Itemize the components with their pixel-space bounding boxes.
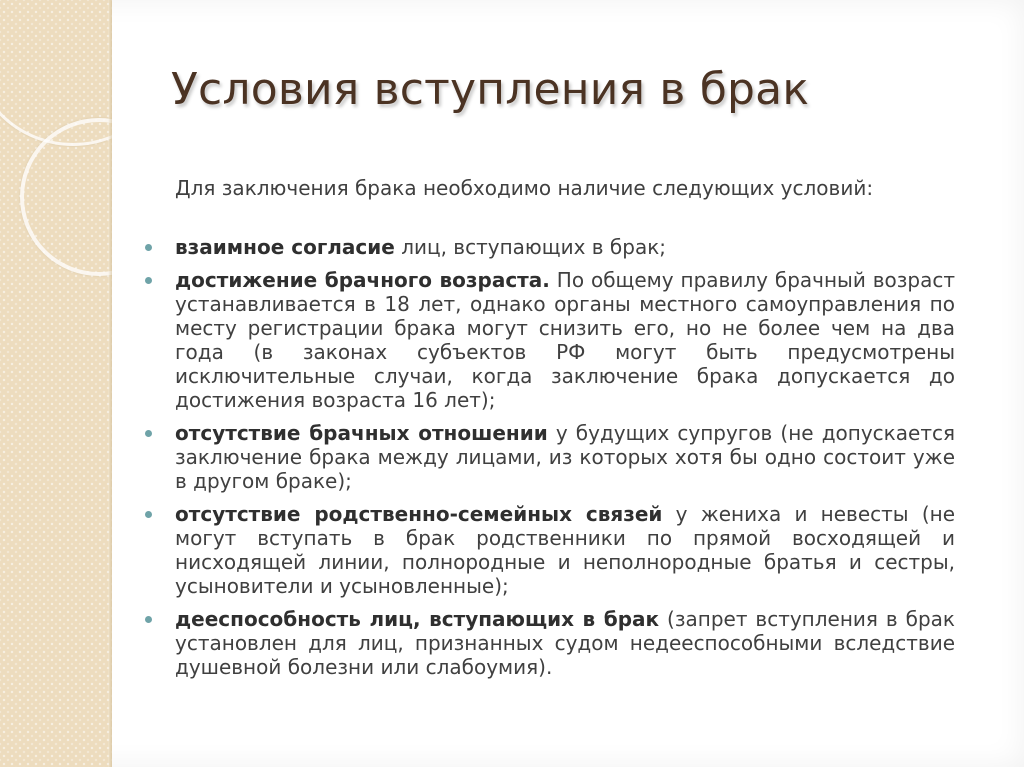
conditions-list <box>175 235 955 679</box>
list-item-bold: отсутствие родственно-семейных связей <box>175 502 663 526</box>
list-item <box>175 421 955 493</box>
list-item-bold: взаимное согласие <box>175 235 395 259</box>
bullet-dot-icon <box>145 430 152 437</box>
list-item-text: лиц, вступающих в брак; <box>394 235 667 259</box>
bullet-dot-icon <box>145 244 152 251</box>
decorative-ring-middle <box>20 118 112 276</box>
list-item <box>175 268 955 412</box>
bullet-dot-icon <box>145 511 152 518</box>
list-item-bold: дееспособность лиц, вступающих в брак <box>175 607 660 631</box>
list-item-text: По общему правилу брачный возраст устанавливается в 18 лет, однако органы местного самоуправления по месту регистрации брака могут снизить его, но не более чем на два года (в законах субъектов РФ могут быть предусмотрены исключительные случаи, когда заключение брака допускается до достижения возраста 16 лет); <box>175 268 955 412</box>
list-item-bold: отсутствие брачных отношении <box>175 421 548 445</box>
list-item-text: (запрет вступления в брак установлен для лиц, признанных судом недееспособными вследствие душевной болезни или слабоумия). <box>175 607 955 679</box>
decorative-side-strip <box>0 0 112 767</box>
side-strip-edge <box>108 0 112 767</box>
list-item-text: у жениха и невесты (не могут вступать в брак родственники по прямой восходящей и нисходящей линии, полнородные и неполнородные братья и сестры, усыновители и усыновленные); <box>175 502 956 598</box>
bullet-dot-icon <box>145 277 152 284</box>
list-item <box>175 235 955 259</box>
list-item-bold: достижение брачного возраста. <box>175 268 550 292</box>
intro-text: Для заключения брака необходимо наличие следующих условий: <box>175 176 874 200</box>
bullet-dot-icon <box>145 616 152 623</box>
slide-title: Условия вступления в брак <box>171 64 810 115</box>
list-item-text: у будущих супругов (не допускается заключение брака между лицами, из которых хотя бы одно состоит уже в другом браке); <box>175 421 955 493</box>
list-item <box>175 502 955 598</box>
slide-content <box>175 176 955 688</box>
list-item <box>175 607 955 679</box>
